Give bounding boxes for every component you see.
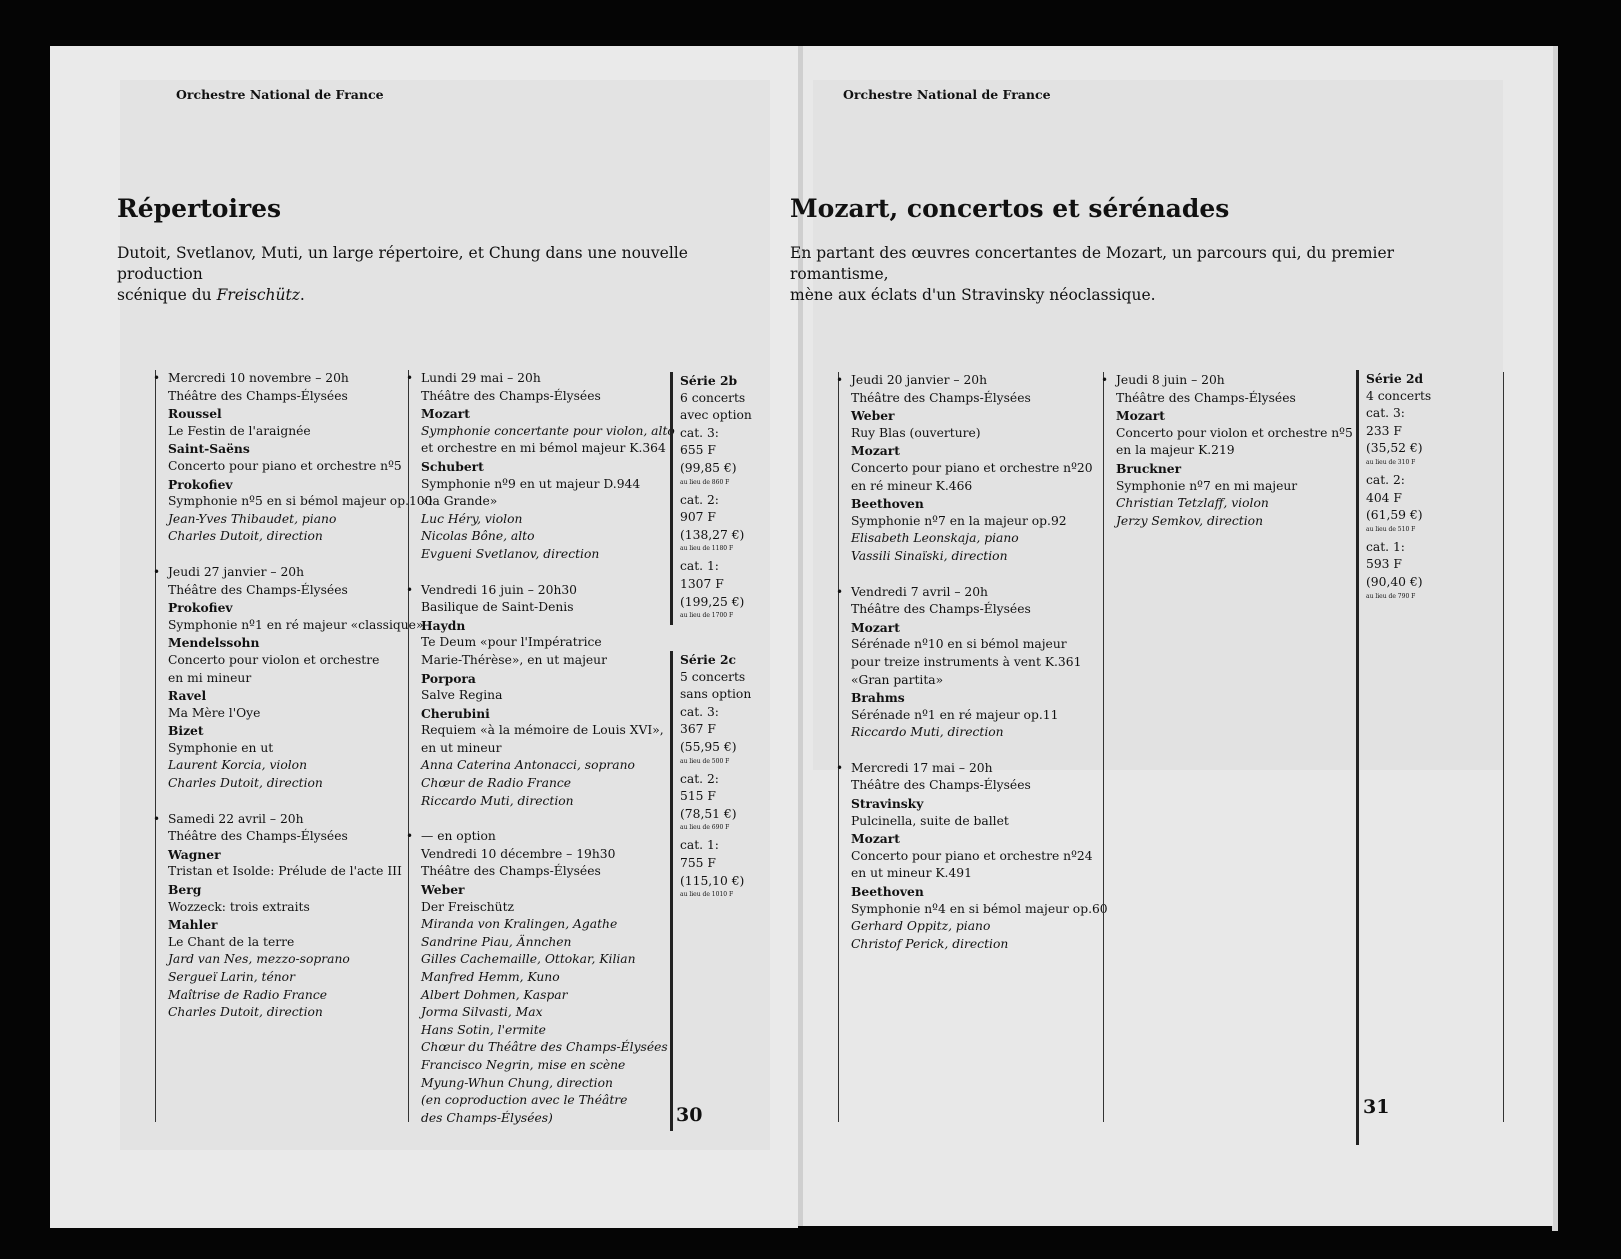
program-line: Le Festin de l'araignée — [168, 423, 311, 438]
performer-credit: Christof Perick, direction — [851, 936, 1009, 951]
program-line: Théâtre des Champs-Élysées — [421, 864, 601, 879]
program-line: Concerto pour violon et orchestre nº5 — [1116, 425, 1353, 440]
concert-date: • Mercredi 10 novembre – 20h — [168, 371, 349, 385]
intro-line: Dutoit, Svetlanov, Muti, un large répertoire, et Chung dans une nouvelle production — [117, 244, 688, 283]
concert-entry — [421, 370, 675, 564]
composer-name: Cherubini — [421, 705, 490, 721]
intro-line — [117, 285, 767, 306]
program-line: Basilique de Saint-Denis — [421, 600, 574, 615]
performer-credit: Charles Dutoit, direction — [168, 529, 323, 544]
performer-credit: Laurent Korcia, violon — [168, 758, 307, 773]
program-line: Théâtre des Champs-Élysées — [421, 388, 601, 403]
concert-entry — [168, 370, 432, 546]
program-column — [838, 372, 1108, 1122]
performer-credit: Jerzy Semkov, direction — [1116, 513, 1263, 528]
price-category: cat. 2: — [680, 771, 719, 786]
program-line: Symphonie nº1 en ré majeur «classique» — [168, 617, 424, 632]
intro-text — [790, 243, 1490, 306]
price-line: 593 F — [1366, 557, 1402, 572]
composer-name: Brahms — [851, 690, 905, 706]
right-page — [790, 46, 1553, 1226]
price-line: 755 F — [680, 855, 716, 870]
program-line: en ut mineur — [421, 740, 502, 755]
program-line: Concerto pour violon et orchestre — [168, 652, 380, 667]
performer-credit: (en coproduction avec le Théâtre — [421, 1093, 628, 1108]
program-line: en la majeur K.219 — [1116, 443, 1235, 458]
regular-price-note: au lieu de 310 F — [1366, 458, 1416, 466]
concert-entry — [168, 811, 432, 1022]
program-column — [408, 370, 675, 1125]
program-column — [155, 370, 432, 1122]
regular-price-note: au lieu de 500 F — [680, 757, 730, 765]
price-line: 6 concerts — [680, 390, 746, 405]
price-category: cat. 2: — [680, 492, 719, 507]
performer-credit: Nicolas Bône, alto — [421, 529, 535, 544]
program-line: Ma Mère l'Oye — [168, 705, 261, 720]
program-line: Sérénade nº1 en ré majeur op.11 — [851, 707, 1059, 722]
composer-name: Weber — [421, 882, 465, 898]
composer-name: Mendelssohn — [168, 635, 260, 651]
concert-date: • Samedi 22 avril – 20h — [168, 811, 304, 826]
performer-credit: Riccardo Muti, direction — [851, 725, 1004, 740]
program-line: Théâtre des Champs-Élysées — [851, 602, 1031, 617]
performer-credit: Francisco Negrin, mise en scène — [421, 1057, 626, 1072]
performer-credit: Anna Caterina Antonacci, soprano — [421, 758, 635, 773]
regular-price-note: au lieu de 1700 F — [680, 612, 734, 620]
program-line: Der Freischütz — [421, 899, 515, 914]
composer-name: Mozart — [1116, 408, 1165, 424]
program-line: Symphonie nº4 en si bémol majeur op.60 — [851, 901, 1108, 916]
program-line: Sérénade nº10 en si bémol majeur — [851, 637, 1067, 652]
performer-credit: Symphonie concertante pour violon, alto — [421, 423, 675, 438]
composer-name: Ravel — [168, 688, 207, 704]
column-rule — [1503, 372, 1504, 1122]
program-line: Concerto pour piano et orchestre nº24 — [851, 848, 1093, 863]
price-line: 233 F — [1366, 423, 1402, 438]
performer-credit: Luc Héry, violon — [421, 511, 523, 526]
program-line: Vendredi 10 décembre – 19h30 — [421, 846, 616, 861]
program-line: Symphonie nº7 en la majeur op.92 — [851, 513, 1067, 528]
regular-price-note: au lieu de 510 F — [1366, 525, 1416, 533]
intro-text-run: scénique du — [117, 286, 217, 304]
program-line: Le Chant de la terre — [168, 934, 295, 949]
series-title: Série 2b — [680, 373, 738, 388]
price-line: 5 concerts — [680, 669, 746, 684]
concert-date: • Jeudi 20 janvier – 20h — [851, 373, 988, 387]
performer-credit: Manfred Hemm, Kuno — [421, 970, 560, 984]
price-line: (35,52 €) — [1366, 441, 1423, 456]
performer-credit: des Champs-Élysées) — [421, 1110, 553, 1125]
performer-credit: Albert Dohmen, Kaspar — [421, 987, 568, 1002]
page-number: 31 — [1363, 1096, 1390, 1118]
program-line: Symphonie nº9 en ut majeur D.944 — [421, 476, 641, 491]
program-column — [1103, 372, 1353, 1122]
page-title: Répertoires — [117, 194, 282, 223]
composer-name: Beethoven — [851, 884, 924, 900]
composer-name: Saint-Saëns — [168, 441, 250, 457]
price-category: cat. 1: — [680, 559, 719, 574]
price-category: cat. 1: — [1366, 539, 1405, 554]
composer-name: Beethoven — [851, 496, 924, 512]
composer-name: Bizet — [168, 723, 204, 739]
intro-text-run: . — [299, 286, 305, 304]
composer-name: Wagner — [168, 846, 221, 862]
performer-credit: Gilles Cachemaille, Ottokar, Kilian — [421, 952, 636, 967]
program-line: en mi mineur — [168, 670, 252, 685]
concert-date: • Vendredi 7 avril – 20h — [851, 584, 988, 599]
price-line: (115,10 €) — [680, 873, 745, 888]
price-category: cat. 3: — [1366, 406, 1405, 421]
performer-credit: Jean-Yves Thibaudet, piano — [168, 511, 337, 526]
program-line: et orchestre en mi bémol majeur K.364 — [421, 441, 666, 456]
page-number: 30 — [676, 1104, 703, 1126]
composer-name: Prokofiev — [168, 600, 233, 616]
program-line: Salve Regina — [421, 688, 503, 703]
composer-name: Bruckner — [1116, 460, 1182, 476]
concert-date: • — en option — [421, 829, 496, 844]
performer-credit: Charles Dutoit, direction — [168, 776, 323, 791]
performer-credit: Sergueï Larin, ténor — [168, 970, 295, 984]
regular-price-note: au lieu de 1180 F — [680, 545, 734, 553]
regular-price-note: au lieu de 860 F — [680, 478, 730, 486]
left-page — [50, 46, 798, 1228]
subscription-series — [670, 651, 751, 1131]
performer-credit: Vassili Sinaïski, direction — [851, 548, 1008, 563]
price-line: 907 F — [680, 510, 716, 525]
performer-credit: Elisabeth Leonskaja, piano — [851, 531, 1019, 546]
regular-price-note: au lieu de 690 F — [680, 824, 730, 832]
composer-name: Weber — [851, 408, 895, 424]
concert-date: • Lundi 29 mai – 20h — [421, 371, 541, 385]
program-line: Symphonie nº7 en mi majeur — [1116, 478, 1298, 493]
performer-credit: Sandrine Piau, Ännchen — [421, 934, 572, 949]
price-line: 515 F — [680, 789, 716, 804]
composer-name: Mozart — [851, 619, 900, 635]
composer-name: Haydn — [421, 617, 466, 633]
performer-credit: Myung-Whun Chung, direction — [421, 1075, 613, 1090]
price-line: (90,40 €) — [1366, 574, 1423, 589]
composer-name: Berg — [168, 882, 202, 898]
program-line: Requiem «à la mémoire de Louis XVI», — [421, 723, 664, 738]
intro-text — [117, 243, 767, 306]
program-line: Théâtre des Champs-Élysées — [851, 778, 1031, 793]
performer-credit: Hans Sotin, l'ermite — [421, 1022, 546, 1037]
price-category: cat. 2: — [1366, 472, 1405, 487]
program-line: Théâtre des Champs-Élysées — [168, 582, 348, 597]
price-line: (78,51 €) — [680, 806, 737, 821]
regular-price-note: au lieu de 790 F — [1366, 592, 1416, 600]
price-line: (61,59 €) — [1366, 508, 1423, 523]
running-head: Orchestre National de France — [843, 87, 1051, 102]
program-line: Concerto pour piano et orchestre nº20 — [851, 460, 1093, 475]
program-line: Théâtre des Champs-Élysées — [168, 388, 348, 403]
intro-emphasis: Freischütz — [216, 286, 300, 304]
performer-credit: Miranda von Kralingen, Agathe — [421, 917, 618, 932]
subscription-series — [670, 372, 752, 625]
concert-entry — [851, 372, 1108, 566]
performer-credit: Gerhard Oppitz, piano — [851, 919, 991, 934]
composer-name: Mahler — [168, 917, 218, 933]
concert-entry — [851, 760, 1108, 954]
concert-date: • Jeudi 8 juin – 20h — [1116, 373, 1225, 387]
price-line: (138,27 €) — [680, 527, 745, 542]
running-head: Orchestre National de France — [176, 87, 384, 102]
concert-entry — [851, 584, 1108, 742]
composer-name: Prokofiev — [168, 476, 233, 492]
performer-credit: Riccardo Muti, direction — [421, 793, 574, 808]
page-title: Mozart, concertos et sérénades — [790, 194, 1230, 223]
price-line: 367 F — [680, 722, 716, 737]
concert-date: • Mercredi 17 mai – 20h — [851, 760, 993, 775]
concert-entry — [168, 564, 432, 793]
series-title: Série 2c — [680, 652, 737, 667]
program-line: «Gran partita» — [851, 672, 944, 687]
program-line: en ut mineur K.491 — [851, 866, 972, 881]
price-category: cat. 1: — [680, 838, 719, 853]
price-category: cat. 3: — [680, 704, 719, 719]
program-line: pour treize instruments à vent K.361 — [851, 654, 1082, 669]
price-line: 404 F — [1366, 490, 1402, 505]
composer-name: Mozart — [851, 831, 900, 847]
concert-entry — [421, 582, 675, 811]
program-line: Te Deum «pour l'Impératrice — [421, 635, 602, 650]
performer-credit: Maîtrise de Radio France — [168, 987, 327, 1002]
price-category: cat. 3: — [680, 425, 719, 440]
price-line: (55,95 €) — [680, 739, 737, 754]
program-line: Théâtre des Champs-Élysées — [168, 829, 348, 844]
composer-name: Mozart — [851, 443, 900, 459]
program-line: Théâtre des Champs-Élysées — [851, 390, 1031, 405]
performer-credit: Charles Dutoit, direction — [168, 1005, 323, 1020]
series-title: Série 2d — [1366, 371, 1424, 386]
performer-credit: Jorma Silvasti, Max — [421, 1005, 543, 1020]
program-line: Pulcinella, suite de ballet — [851, 813, 1009, 828]
intro-line: mène aux éclats d'un Stravinsky néoclassique. — [790, 286, 1156, 304]
concert-date: • Vendredi 16 juin – 20h30 — [421, 582, 578, 597]
performer-credit: Evgueni Svetlanov, direction — [421, 546, 600, 561]
performer-credit: Christian Tetzlaff, violon — [1116, 496, 1269, 511]
price-line: (99,85 €) — [680, 460, 737, 475]
program-line: «la Grande» — [421, 494, 498, 509]
composer-name: Schubert — [421, 458, 484, 474]
program-line: Marie-Thérèse», en ut majeur — [421, 652, 607, 667]
price-line: avec option — [680, 408, 752, 423]
program-line: Tristan et Isolde: Prélude de l'acte III — [168, 864, 402, 879]
performer-credit: Chœur de Radio France — [421, 776, 572, 791]
price-line: 4 concerts — [1366, 388, 1432, 403]
performer-credit: Jard van Nes, mezzo-soprano — [168, 952, 350, 967]
composer-name: Roussel — [168, 406, 222, 422]
composer-name: Mozart — [421, 406, 470, 422]
concert-entry — [1116, 372, 1353, 530]
concert-date: • Jeudi 27 janvier – 20h — [168, 564, 305, 579]
performer-credit: Chœur du Théâtre des Champs-Élysées — [421, 1040, 668, 1055]
regular-price-note: au lieu de 1010 F — [680, 891, 734, 899]
price-line: sans option — [680, 687, 752, 702]
program-line: Ruy Blas (ouverture) — [851, 425, 981, 440]
price-line: 655 F — [680, 443, 716, 458]
composer-name: Stravinsky — [851, 796, 924, 812]
program-line: Théâtre des Champs-Élysées — [1116, 390, 1296, 405]
price-line: (199,25 €) — [680, 594, 745, 609]
program-line: en ré mineur K.466 — [851, 478, 973, 493]
intro-line: En partant des œuvres concertantes de Mozart, un parcours qui, du premier romantisme, — [790, 244, 1395, 283]
price-line: 1307 F — [680, 576, 724, 591]
subscription-series — [1356, 370, 1431, 1145]
program-line: Symphonie en ut — [168, 740, 274, 755]
program-line: Wozzeck: trois extraits — [168, 899, 310, 914]
concert-entry — [421, 828, 675, 1127]
composer-name: Porpora — [421, 670, 476, 686]
program-line: Symphonie nº5 en si bémol majeur op.100 — [168, 494, 433, 509]
program-line: Concerto pour piano et orchestre nº5 — [168, 458, 402, 473]
